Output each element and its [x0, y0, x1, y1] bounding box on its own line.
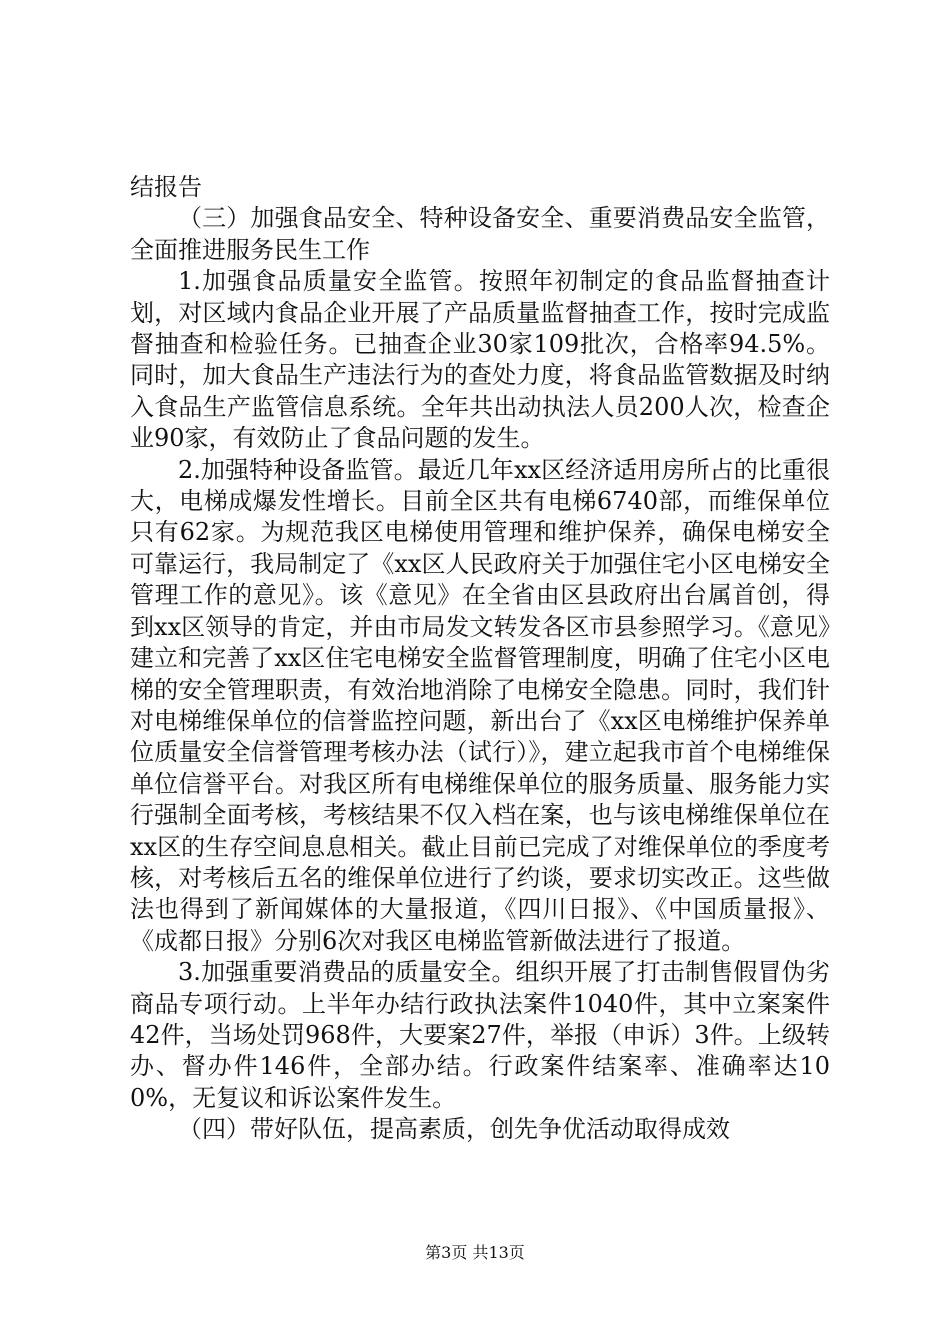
paragraph-continuation: 结报告 [130, 173, 202, 201]
section-heading-four: （四）带好队伍，提高素质，创先争优活动取得成效 [178, 1115, 730, 1144]
section-heading-three: （三）加强食品安全、特种设备安全、重要消费品安全监管，全面推进服务民生工作 [130, 204, 830, 264]
paragraph-food-safety: 1.加强食品质量安全监管。按照年初制定的食品监督抽查计划，对区域内食品企业开展了产品质量监督抽查工作，按时完成监督抽查和检验任务。已抽查企业30家109批次，合格率94.5%。同时，加大食品生产违法行为的查处力度，将食品监管数据及时纳入食品生产监管信息系统。全年共出动执法人员200人次，检查企业90家，有效防止了食品问题的发生。 [130, 267, 830, 453]
page-footer: 第3页 共13页 [425, 1243, 525, 1262]
paragraph-special-equipment: 2.加强特种设备监管。最近几年xx区经济适用房所占的比重很大，电梯成爆发性增长。目前全区共有电梯6740部，而维保单位只有62家。为规范我区电梯使用管理和维护保养，确保电梯安全可靠运行，我局制定了《xx区人民政府关于加强住宅小区电梯安全管理工作的意见》。该《意见》在全省由区县政府出台属首创，得到xx区领导的肯定，并由市局发文转发各区市县参照学习。《意见》建立和完善了xx区住宅电梯安全监督管理制度，明确了住宅小区电梯的安全管理职责，有效治地消除了电梯安全隐患。同时，我们针对电梯维保单位的信誉监控问题，新出台了《xx区电梯维护保养单位质量安全信誉管理考核办法（试行）》，建立起我市首个电梯维保单位信誉平台。对我区所有电梯维保单位的服务质量、服务能力实行强制全面考核，考核结果不仅入档在案，也与该电梯维保单位在xx区的生存空间息息相关。截止目前已完成了对维保单位的季度考核，对考核后五名的维保单位进行了约谈，要求切实改正。这些做法也得到了新闻媒体的大量报道，《四川日报》、《中国质量报》、《成都日报》分别6次对我区电梯监管新做法进行了报道。 [130, 455, 830, 955]
document-body [130, 172, 830, 1146]
paragraph-consumer-goods: 3.加强重要消费品的质量安全。组织开展了打击制售假冒伪劣商品专项行动。上半年办结行政执法案件1040件，其中立案案件42件，当场处罚968件，大要案27件，举报（申诉）3件。上级转办、督办件146件，全部办结。行政案件结案率、准确率达100%，无复议和诉讼案件发生。 [130, 958, 830, 1112]
